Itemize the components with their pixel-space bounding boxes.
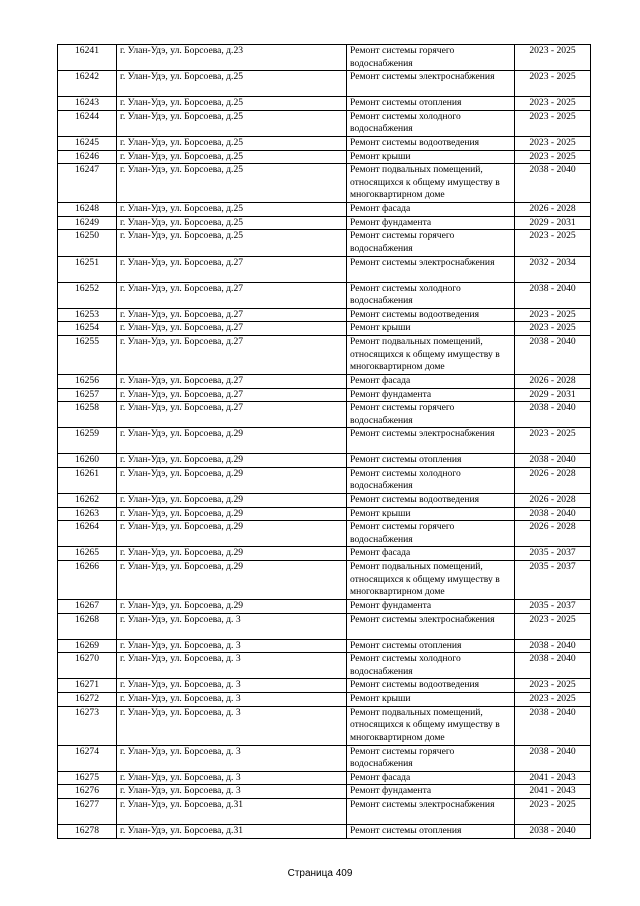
row-id-cell: 16261 <box>58 467 117 493</box>
work-type-cell: Ремонт фасада <box>347 374 515 388</box>
period-cell: 2023 - 2025 <box>515 798 591 824</box>
address-cell: г. Улан-Удэ, ул. Борсоева, д. 3 <box>117 785 347 799</box>
period-cell: 2023 - 2025 <box>515 136 591 150</box>
address-cell: г. Улан-Удэ, ул. Борсоева, д.29 <box>117 454 347 468</box>
table-row <box>58 745 591 771</box>
table-row <box>58 639 591 653</box>
address-cell: г. Улан-Удэ, ул. Борсоева, д.25 <box>117 71 347 97</box>
row-id-cell: 16252 <box>58 282 117 308</box>
work-type-cell: Ремонт системы электроснабжения <box>347 613 515 639</box>
table-row <box>58 613 591 639</box>
address-cell: г. Улан-Удэ, ул. Борсоева, д.29 <box>117 467 347 493</box>
period-cell: 2035 - 2037 <box>515 547 591 561</box>
address-cell: г. Улан-Удэ, ул. Борсоева, д.27 <box>117 388 347 402</box>
row-id-cell: 16251 <box>58 256 117 282</box>
address-cell: г. Улан-Удэ, ул. Борсоева, д.27 <box>117 322 347 336</box>
table-row <box>58 467 591 493</box>
table-row <box>58 282 591 308</box>
table-row <box>58 388 591 402</box>
table-row <box>58 785 591 799</box>
row-id-cell: 16247 <box>58 164 117 203</box>
row-id-cell: 16244 <box>58 110 117 136</box>
period-cell: 2041 - 2043 <box>515 771 591 785</box>
row-id-cell: 16269 <box>58 639 117 653</box>
period-cell: 2038 - 2040 <box>515 706 591 745</box>
work-type-cell: Ремонт системы горячего водоснабжения <box>347 402 515 428</box>
work-type-cell: Ремонт системы электроснабжения <box>347 256 515 282</box>
period-cell: 2035 - 2037 <box>515 600 591 614</box>
work-type-cell: Ремонт крыши <box>347 150 515 164</box>
row-id-cell: 16242 <box>58 71 117 97</box>
period-cell: 2026 - 2028 <box>515 467 591 493</box>
work-type-cell: Ремонт подвальных помещений, относящихся к общему имуществу в многоквартирном доме <box>347 706 515 745</box>
address-cell: г. Улан-Удэ, ул. Борсоева, д. 3 <box>117 745 347 771</box>
table-row <box>58 561 591 600</box>
table-row <box>58 547 591 561</box>
work-type-cell: Ремонт фундамента <box>347 388 515 402</box>
work-type-cell: Ремонт крыши <box>347 507 515 521</box>
work-type-cell: Ремонт системы водоотведения <box>347 308 515 322</box>
table-row <box>58 771 591 785</box>
period-cell: 2023 - 2025 <box>515 71 591 97</box>
row-id-cell: 16243 <box>58 97 117 111</box>
period-cell: 2023 - 2025 <box>515 322 591 336</box>
period-cell: 2038 - 2040 <box>515 164 591 203</box>
table-row <box>58 45 591 71</box>
period-cell: 2038 - 2040 <box>515 335 591 374</box>
row-id-cell: 16262 <box>58 494 117 508</box>
work-type-cell: Ремонт системы электроснабжения <box>347 71 515 97</box>
period-cell: 2038 - 2040 <box>515 507 591 521</box>
address-cell: г. Улан-Удэ, ул. Борсоева, д.25 <box>117 230 347 256</box>
table-row <box>58 335 591 374</box>
period-cell: 2038 - 2040 <box>515 745 591 771</box>
address-cell: г. Улан-Удэ, ул. Борсоева, д.27 <box>117 335 347 374</box>
table-row <box>58 653 591 679</box>
table-row <box>58 308 591 322</box>
work-type-cell: Ремонт подвальных помещений, относящихся к общему имуществу в многоквартирном доме <box>347 335 515 374</box>
address-cell: г. Улан-Удэ, ул. Борсоева, д.29 <box>117 547 347 561</box>
address-cell: г. Улан-Удэ, ул. Борсоева, д.29 <box>117 600 347 614</box>
address-cell: г. Улан-Удэ, ул. Борсоева, д.29 <box>117 494 347 508</box>
period-cell: 2023 - 2025 <box>515 613 591 639</box>
table-body <box>58 45 591 839</box>
address-cell: г. Улан-Удэ, ул. Борсоева, д.25 <box>117 164 347 203</box>
address-cell: г. Улан-Удэ, ул. Борсоева, д.25 <box>117 97 347 111</box>
work-type-cell: Ремонт крыши <box>347 693 515 707</box>
address-cell: г. Улан-Удэ, ул. Борсоева, д.29 <box>117 428 347 454</box>
address-cell: г. Улан-Удэ, ул. Борсоева, д. 3 <box>117 679 347 693</box>
address-cell: г. Улан-Удэ, ул. Борсоева, д. 3 <box>117 771 347 785</box>
work-type-cell: Ремонт фундамента <box>347 785 515 799</box>
period-cell: 2023 - 2025 <box>515 45 591 71</box>
table-row <box>58 679 591 693</box>
period-cell: 2038 - 2040 <box>515 653 591 679</box>
table-row <box>58 136 591 150</box>
period-cell: 2023 - 2025 <box>515 693 591 707</box>
row-id-cell: 16268 <box>58 613 117 639</box>
row-id-cell: 16274 <box>58 745 117 771</box>
row-id-cell: 16246 <box>58 150 117 164</box>
period-cell: 2029 - 2031 <box>515 388 591 402</box>
row-id-cell: 16263 <box>58 507 117 521</box>
address-cell: г. Улан-Удэ, ул. Борсоева, д.29 <box>117 507 347 521</box>
work-type-cell: Ремонт системы горячего водоснабжения <box>347 521 515 547</box>
address-cell: г. Улан-Удэ, ул. Борсоева, д.27 <box>117 308 347 322</box>
period-cell: 2038 - 2040 <box>515 454 591 468</box>
capital-repair-table <box>57 44 591 839</box>
row-id-cell: 16264 <box>58 521 117 547</box>
table-row <box>58 110 591 136</box>
period-cell: 2023 - 2025 <box>515 679 591 693</box>
table-row <box>58 402 591 428</box>
table-row <box>58 507 591 521</box>
page-number: Страница 409 <box>287 868 353 879</box>
row-id-cell: 16257 <box>58 388 117 402</box>
work-type-cell: Ремонт системы холодного водоснабжения <box>347 110 515 136</box>
address-cell: г. Улан-Удэ, ул. Борсоева, д.23 <box>117 45 347 71</box>
row-id-cell: 16250 <box>58 230 117 256</box>
address-cell: г. Улан-Удэ, ул. Борсоева, д.29 <box>117 521 347 547</box>
work-type-cell: Ремонт системы водоотведения <box>347 136 515 150</box>
address-cell: г. Улан-Удэ, ул. Борсоева, д.29 <box>117 561 347 600</box>
work-type-cell: Ремонт системы электроснабжения <box>347 428 515 454</box>
address-cell: г. Улан-Удэ, ул. Борсоева, д.31 <box>117 798 347 824</box>
table-row <box>58 706 591 745</box>
row-id-cell: 16255 <box>58 335 117 374</box>
address-cell: г. Улан-Удэ, ул. Борсоева, д. 3 <box>117 706 347 745</box>
row-id-cell: 16277 <box>58 798 117 824</box>
work-type-cell: Ремонт крыши <box>347 322 515 336</box>
row-id-cell: 16259 <box>58 428 117 454</box>
period-cell: 2032 - 2034 <box>515 256 591 282</box>
work-type-cell: Ремонт системы отопления <box>347 97 515 111</box>
work-type-cell: Ремонт фасада <box>347 547 515 561</box>
period-cell: 2026 - 2028 <box>515 494 591 508</box>
row-id-cell: 16256 <box>58 374 117 388</box>
work-type-cell: Ремонт системы водоотведения <box>347 679 515 693</box>
work-type-cell: Ремонт системы горячего водоснабжения <box>347 745 515 771</box>
table-row <box>58 428 591 454</box>
address-cell: г. Улан-Удэ, ул. Борсоева, д.27 <box>117 402 347 428</box>
table-row <box>58 164 591 203</box>
table-row <box>58 256 591 282</box>
table-row <box>58 494 591 508</box>
address-cell: г. Улан-Удэ, ул. Борсоева, д.27 <box>117 282 347 308</box>
work-type-cell: Ремонт системы электроснабжения <box>347 798 515 824</box>
table-row <box>58 216 591 230</box>
table-row <box>58 600 591 614</box>
table-row <box>58 230 591 256</box>
work-type-cell: Ремонт системы горячего водоснабжения <box>347 230 515 256</box>
work-type-cell: Ремонт системы горячего водоснабжения <box>347 45 515 71</box>
address-cell: г. Улан-Удэ, ул. Борсоева, д.25 <box>117 110 347 136</box>
work-type-cell: Ремонт подвальных помещений, относящихся к общему имуществу в многоквартирном доме <box>347 561 515 600</box>
work-type-cell: Ремонт подвальных помещений, относящихся к общему имуществу в многоквартирном доме <box>347 164 515 203</box>
table-row <box>58 150 591 164</box>
work-type-cell: Ремонт системы холодного водоснабжения <box>347 653 515 679</box>
row-id-cell: 16254 <box>58 322 117 336</box>
period-cell: 2023 - 2025 <box>515 150 591 164</box>
address-cell: г. Улан-Удэ, ул. Борсоева, д.27 <box>117 374 347 388</box>
period-cell: 2038 - 2040 <box>515 402 591 428</box>
table-row <box>58 71 591 97</box>
address-cell: г. Улан-Удэ, ул. Борсоева, д.27 <box>117 256 347 282</box>
address-cell: г. Улан-Удэ, ул. Борсоева, д.25 <box>117 203 347 217</box>
row-id-cell: 16241 <box>58 45 117 71</box>
work-type-cell: Ремонт системы отопления <box>347 639 515 653</box>
row-id-cell: 16278 <box>58 824 117 838</box>
row-id-cell: 16265 <box>58 547 117 561</box>
period-cell: 2026 - 2028 <box>515 374 591 388</box>
address-cell: г. Улан-Удэ, ул. Борсоева, д. 3 <box>117 693 347 707</box>
period-cell: 2026 - 2028 <box>515 521 591 547</box>
row-id-cell: 16266 <box>58 561 117 600</box>
work-type-cell: Ремонт фундамента <box>347 216 515 230</box>
table-row <box>58 322 591 336</box>
period-cell: 2038 - 2040 <box>515 824 591 838</box>
work-type-cell: Ремонт фасада <box>347 203 515 217</box>
row-id-cell: 16272 <box>58 693 117 707</box>
work-type-cell: Ремонт системы водоотведения <box>347 494 515 508</box>
table-row <box>58 374 591 388</box>
row-id-cell: 16276 <box>58 785 117 799</box>
work-type-cell: Ремонт системы холодного водоснабжения <box>347 467 515 493</box>
table-row <box>58 693 591 707</box>
row-id-cell: 16260 <box>58 454 117 468</box>
work-type-cell: Ремонт фасада <box>347 771 515 785</box>
period-cell: 2023 - 2025 <box>515 97 591 111</box>
table-row <box>58 521 591 547</box>
row-id-cell: 16275 <box>58 771 117 785</box>
period-cell: 2041 - 2043 <box>515 785 591 799</box>
work-type-cell: Ремонт системы отопления <box>347 824 515 838</box>
address-cell: г. Улан-Удэ, ул. Борсоева, д. 3 <box>117 613 347 639</box>
row-id-cell: 16258 <box>58 402 117 428</box>
address-cell: г. Улан-Удэ, ул. Борсоева, д. 3 <box>117 639 347 653</box>
period-cell: 2023 - 2025 <box>515 428 591 454</box>
row-id-cell: 16248 <box>58 203 117 217</box>
table-row <box>58 798 591 824</box>
period-cell: 2023 - 2025 <box>515 308 591 322</box>
table-row <box>58 97 591 111</box>
period-cell: 2029 - 2031 <box>515 216 591 230</box>
work-type-cell: Ремонт фундамента <box>347 600 515 614</box>
period-cell: 2038 - 2040 <box>515 639 591 653</box>
row-id-cell: 16273 <box>58 706 117 745</box>
address-cell: г. Улан-Удэ, ул. Борсоева, д.25 <box>117 136 347 150</box>
table-row <box>58 824 591 838</box>
row-id-cell: 16271 <box>58 679 117 693</box>
period-cell: 2035 - 2037 <box>515 561 591 600</box>
period-cell: 2023 - 2025 <box>515 230 591 256</box>
row-id-cell: 16245 <box>58 136 117 150</box>
address-cell: г. Улан-Удэ, ул. Борсоева, д.25 <box>117 150 347 164</box>
row-id-cell: 16270 <box>58 653 117 679</box>
address-cell: г. Улан-Удэ, ул. Борсоева, д.31 <box>117 824 347 838</box>
row-id-cell: 16253 <box>58 308 117 322</box>
row-id-cell: 16249 <box>58 216 117 230</box>
work-type-cell: Ремонт системы холодного водоснабжения <box>347 282 515 308</box>
work-type-cell: Ремонт системы отопления <box>347 454 515 468</box>
period-cell: 2023 - 2025 <box>515 110 591 136</box>
table-row <box>58 203 591 217</box>
address-cell: г. Улан-Удэ, ул. Борсоева, д. 3 <box>117 653 347 679</box>
address-cell: г. Улан-Удэ, ул. Борсоева, д.25 <box>117 216 347 230</box>
table-row <box>58 454 591 468</box>
period-cell: 2026 - 2028 <box>515 203 591 217</box>
row-id-cell: 16267 <box>58 600 117 614</box>
period-cell: 2038 - 2040 <box>515 282 591 308</box>
